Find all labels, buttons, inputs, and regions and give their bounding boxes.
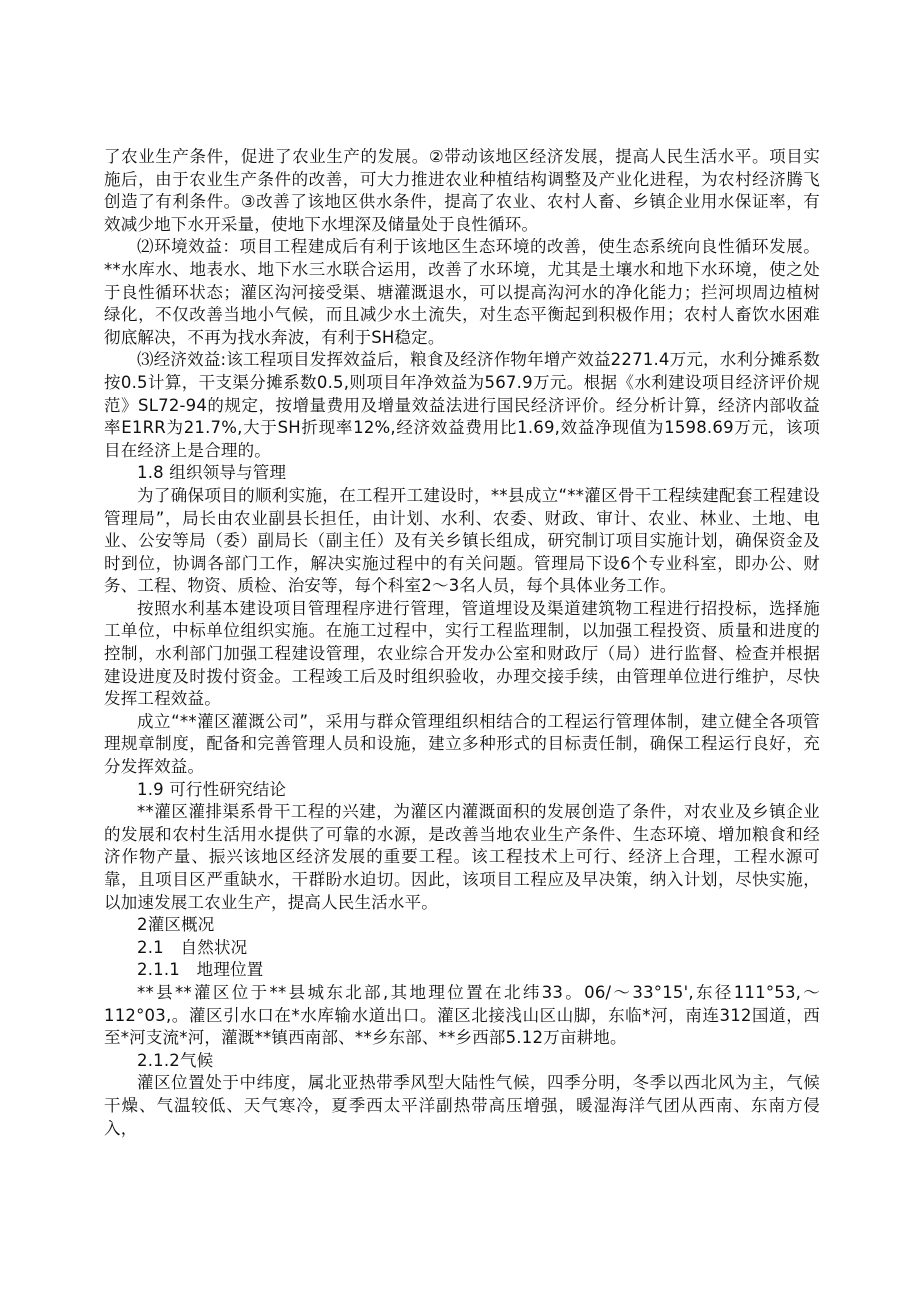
section-heading-2-1-1: 2.1.1 地理位置 [137, 960, 264, 980]
paragraph-geographic-location: **县**灌区位于**县城东北部,其地理位置在北纬33。06/～33°15',东径111°53,～112°03,。灌区引水口在*水库输水道出口。灌区北接浅山区山脚，东临*河，南连312国道，西至*河支流*河，灌溉**镇西南部、**乡东部、**乡西部5.12万亩耕地。 [104, 982, 820, 1048]
paragraph-feasibility-conclusion: **灌区灌排渠系骨干工程的兴建，为灌区内灌溉面积的发展创造了条件，对农业及乡镇企业的发展和农村生活用水提供了可靠的水源，是改善当地农业生产条件、生态环境、增加粮食和经济作物产量、振兴该地区经济发展的重要工程。该工程技术上可行、经济上合理，工程水源可靠，且项目区严重缺水，干群盼水迫切。因此，该项目工程应及早决策，纳入计划，尽快实施，以加速发展工农业生产，提高人民生活水平。 [104, 802, 820, 912]
paragraph-economic-benefits: ⑶经济效益:该工程项目发挥效益后，粮食及经济作物年增产效益2271.4万元，水利分摊系数按0.5计算，干支渠分摊系数0.5,则项目年净效益为567.9万元。根据《水利建设项目经济评价规范》SL72-94的规定，按增量费用及增量效益法进行国民经济评价。经分析计算，经济内部收益率E1RR为21.7%,大于SH折现率12%,经济效益费用比1.69,效益净现值为1598.69万元，该项目在经济上是合理的。 [104, 350, 820, 460]
paragraph-management-procedure: 按照水利基本建设项目管理程序进行管理，管道埋设及渠道建筑物工程进行招投标，选择施工单位，中标单位组织实施。在施工过程中，实行工程监理制，以加强工程投资、质量和进度的控制，水利部门加强工程建设管理，农业综合开发办公室和财政厅（局）进行监督、检查并根据建设进度及时拨付资金。工程竣工后及时组织验收，办理交接手续，由管理单位进行维护，尽快发挥工程效益。 [104, 598, 820, 709]
section-heading-1-8: 1.8 组织领导与管理 [137, 463, 287, 483]
paragraph-climate: 灌区位置处于中纬度，属北亚热带季风型大陆性气候，四季分明，冬季以西北风为主，气候干燥、气温较低、天气寒冷，夏季西太平洋副热带高压增强，暖湿海洋气团从西南、东南方侵入， [104, 1073, 820, 1138]
section-heading-2-1: 2.1 自然状况 [137, 937, 248, 957]
document-body [104, 146, 820, 1140]
section-heading-2-1-2: 2.1.2气候 [137, 1050, 214, 1070]
paragraph-irrigation-company: 成立“**灌区灌溉公司”，采用与群众管理组织相结合的工程运行管理体制，建立健全各项管理规章制度，配备和完善管理人员和设施，建立多种形式的目标责任制，确保工程运行良好，充分发挥效益。 [104, 711, 820, 777]
section-heading-2: 2灌区概况 [137, 915, 215, 935]
paragraph-environmental-benefits: ⑵环境效益：项目工程建成后有利于该地区生态环境的改善，使生态系统向良性循环发展。**水库水、地表水、地下水三水联合运用，改善了水环境，尤其是土壤水和地下水环境，使之处于良性循环状态；灌区沟河接受渠、塘灌溉退水，可以提高沟河水的净化能力；拦河坝周边植树绿化，不仅改善当地小气候，而且减少水土流失，对生态平衡起到积极作用；农村人畜饮水困难彻底解决，不再为找水奔波，有利于SH稳定。 [104, 237, 820, 347]
paragraph-benefits-continued: 了农业生产条件，促进了农业生产的发展。②带动该地区经济发展，提高人民生活水平。项目实施后，由于农业生产条件的改善，可大力推进农业种植结构调整及产业化进程，为农村经济腾飞创造了有利条件。③改善了该地区供水条件，提高了农业、农村人畜、乡镇企业用水保证率，有效减少地下水开采量，使地下水埋深及储量处于良性循环。 [104, 147, 820, 234]
section-heading-1-9: 1.9 可行性研究结论 [137, 779, 287, 799]
paragraph-management-bureau: 为了确保项目的顺利实施，在工程开工建设时，**县成立“**灌区骨干工程续建配套工程建设管理局”，局长由农业副县长担任，由计划、水利、农委、财政、审计、农业、林业、土地、电业、公安等局（委）副局长（副主任）及有关乡镇长组成，研究制订项目实施计划，确保资金及时到位，协调各部门工作，解决实施过程中的有关问题。管理局下设6个专业科室，即办公、财务、工程、物资、质检、治安等，每个科室2～3名人员，每个具体业务工作。 [104, 485, 820, 596]
